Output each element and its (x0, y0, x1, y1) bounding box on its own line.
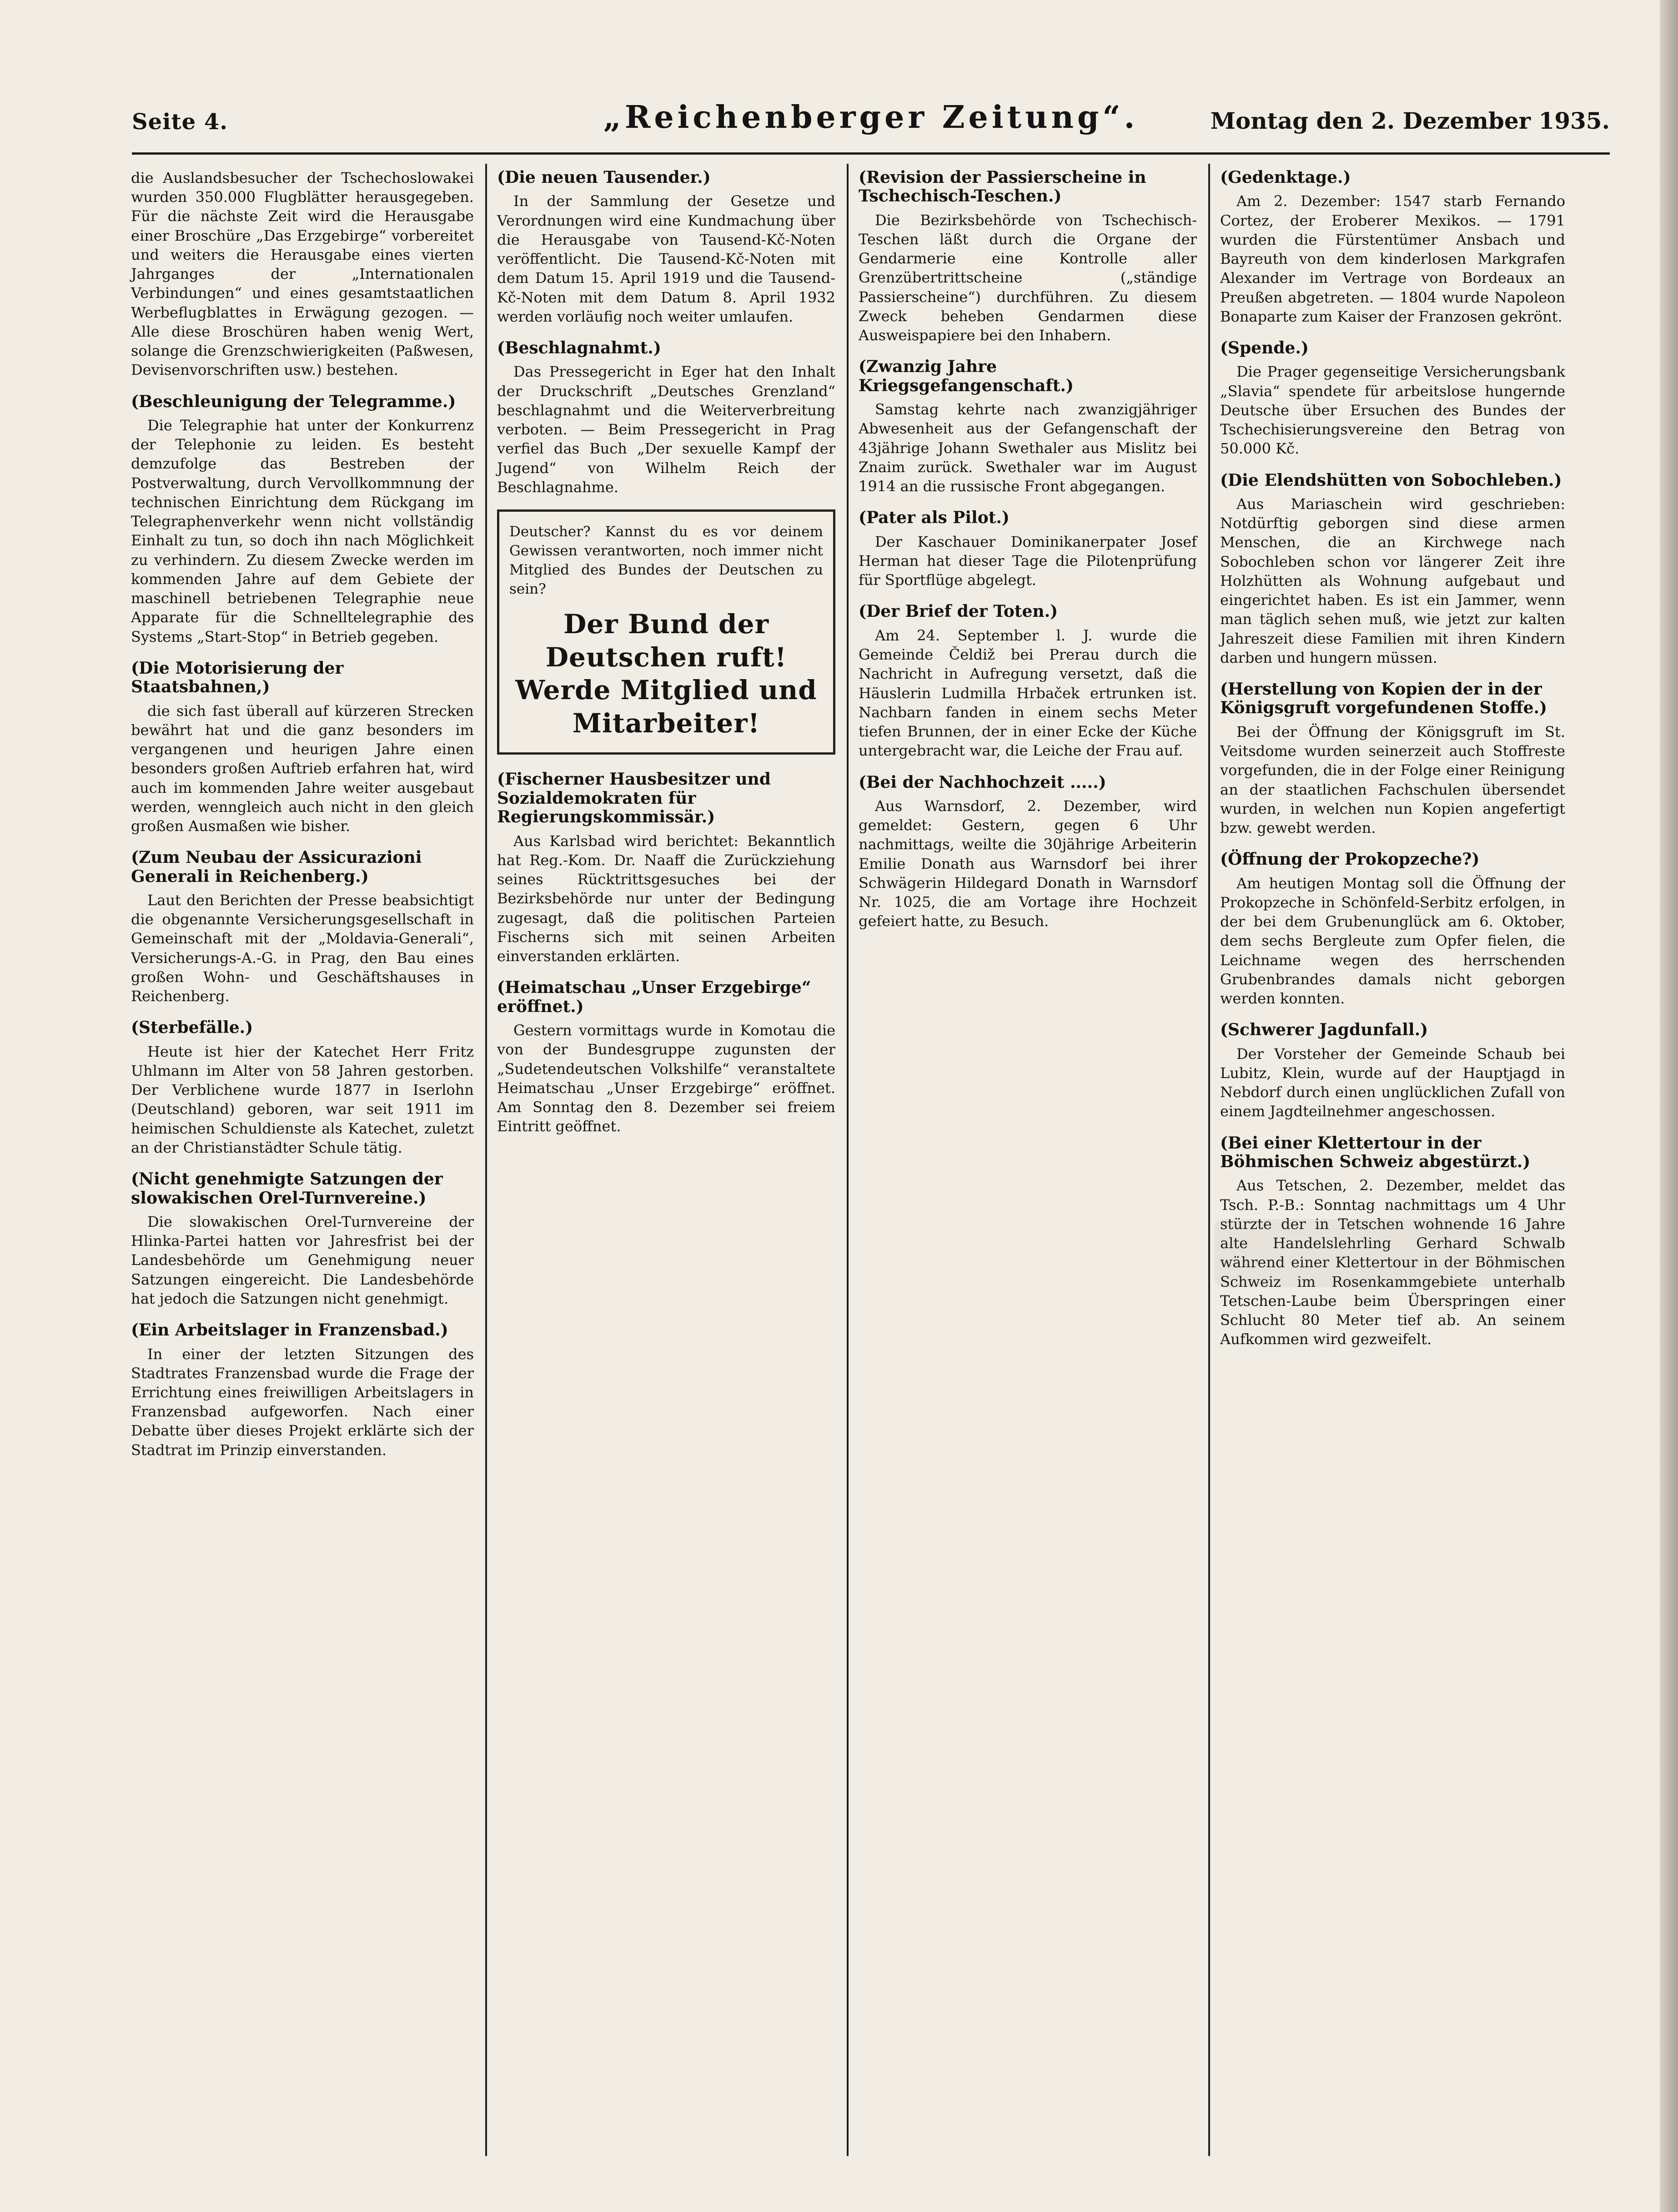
article-headline: (Zwanzig Jahre Kriegsgefangenschaft.) (859, 357, 1074, 395)
article-body: Die Prager gegenseitige Versicherungsbank „Slavia“ spendete für arbeitslose hungernde Deutsche über Ersuchen des Bundes der Tschechisierungsvereine den Betrag von 50.000 Kč. (1220, 363, 1565, 458)
article-headline: (Der Brief der Toten.) (859, 602, 1058, 621)
article-headline: (Pater als Pilot.) (859, 508, 1010, 528)
column-4 (1212, 159, 1573, 2170)
article (1220, 850, 1565, 1008)
article-headline: (Spende.) (1220, 338, 1309, 358)
article-headline: (Nicht genehmigte Satzungen der slowakischen Orel-Turnvereine.) (131, 1169, 443, 1208)
article-body: In der Sammlung der Gesetze und Verordnungen wird eine Kundmachung über die Herausgabe von Tausend-Kč-Noten veröffentlicht. Die Tausend-Kč-Noten mit dem Datum 15. April 1919 und die Tausend-Kč-Noten mit dem Datum 8. April 1932 werden vorläufig noch weiter umlaufen. (497, 192, 835, 325)
article-headline: (Ein Arbeitslager in Franzensbad.) (131, 1320, 448, 1340)
article-body: Laut den Berichten der Presse beabsichtigt die obgenannte Versicherungsgesellschaft in Gemeinschaft mit der „Moldavia-Generali“, Versicherungs-A.-G. in Prag, den Bau eines großen Wohn- und Geschäftshauses in Reichenberg. (131, 891, 474, 1005)
article (131, 659, 474, 836)
article-headline: (Beschleunigung der Telegramme.) (131, 392, 456, 411)
article-body: Samstag kehrte nach zwanzigjähriger Abwesenheit aus der Gefangenschaft der 43jährige Johann Swethaler aus Mislitz bei Znaim zurück. Swethaler war im August 1914 an die russische Front abgegangen. (859, 401, 1197, 495)
article-headline: (Gedenktage.) (1220, 168, 1351, 187)
article-headline: (Die Elendshütten von Sobochleben.) (1220, 470, 1562, 490)
article (859, 358, 1197, 496)
article (131, 1018, 474, 1157)
article-headline: (Revision der Passierscheine in Tschechisch-Teschen.) (859, 168, 1146, 206)
article-headline: (Zum Neubau der Assicurazioni Generali in Reichenberg.) (131, 848, 422, 886)
article-body: Am 24. September l. J. wurde die Gemeinde Čeldiž bei Prerau durch die Nachricht in Aufregung versetzt, daß die Häuslerin Ludmilla Hrbaček ertrunken ist. Nachbarn fanden in einem sechs Meter tiefen Brunnen, der in einer Ecke der Küche untergebracht war, die Leiche der Frau auf. (859, 626, 1197, 760)
advert-slogan-line-1: Der Bund der Deutschen ruft! (545, 609, 787, 673)
article-body: Bei der Öffnung der Königsgruft im St. Veitsdome wurden seinerzeit auch Stoffreste vorgefunden, die in der Folge einer Reinigung an der staatlichen Fachschulen übersendet wurden, in welchen nun Kopien angefertigt bzw. gewebt werden. (1220, 723, 1565, 837)
article-body: In einer der letzten Sitzungen des Stadtrates Franzensbad wurde die Frage der Errichtung eines freiwilligen Arbeitslagers in Franzensbad aufgeworfen. Nach einer Debatte über dieses Projekt erklärte sich der Stadtrat im Prinzip einverstanden. (131, 1345, 474, 1459)
article-body: Der Vorsteher der Gemeinde Schaub bei Lubitz, Klein, wurde auf der Hauptjagd in Nebdorf durch einen unglücklichen Zufall von einem Jagdteilnehmer angeschossen. (1220, 1045, 1565, 1120)
article (497, 339, 835, 497)
article (497, 770, 835, 966)
newspaper-title: „Reichenberger Zeitung“. (603, 99, 1139, 136)
article-headline: (Beschlagnahmt.) (497, 338, 661, 358)
paper-stain (1214, 1219, 1560, 1287)
article (859, 602, 1197, 760)
column-divider (847, 164, 849, 2156)
column-3 (850, 159, 1205, 2170)
article-headline: (Öffnung der Prokopzeche?) (1220, 850, 1480, 869)
article-body: Der Kaschauer Dominikanerpater Josef Herman hat dieser Tage die Pilotenprüfung für Sportflüge abgelegt. (859, 533, 1197, 589)
article (1220, 471, 1565, 668)
article-headline: (Bei der Nachhochzeit .....) (859, 772, 1106, 792)
article-headline: (Schwerer Jagdunfall.) (1220, 1020, 1428, 1040)
page-number: Seite 4. (132, 109, 228, 135)
column-2 (489, 159, 844, 2170)
issue-date: Montag den 2. Dezember 1935. (1210, 107, 1610, 134)
article-headline: (Die Motorisierung der Staatsbahnen,) (131, 658, 344, 697)
article (1220, 1021, 1565, 1121)
article (497, 168, 835, 326)
column-1 (123, 159, 482, 2170)
page-header (132, 91, 1610, 155)
advert-slogan-line-2: Werde Mitglied und Mitarbeiter! (515, 675, 817, 739)
article (1220, 680, 1565, 837)
article-body: Am 2. Dezember: 1547 starb Fernando Cortez, der Eroberer Mexikos. — 1791 wurden die Fürstentümer Ansbach und Bayreuth von dem kinderlosen Markgrafen Alexander im Vertrage von Bordeaux an Preußen abgetreten. — 1804 wurde Napoleon Bonaparte zum Kaiser der Franzosen gekrönt. (1220, 192, 1565, 325)
article-body: Aus Karlsbad wird berichtet: Bekanntlich hat Reg.-Kom. Dr. Naaff die Zurückziehung seines Rücktrittsgesuches bei der Bezirksbehörde nur unter der Bedingung zugesagt, daß die politischen Parteien Fischerns sich mit seinen Arbeiten einverstanden erklärten. (497, 832, 835, 965)
article (859, 509, 1197, 590)
article-headline: (Die neuen Tausender.) (497, 168, 711, 187)
article-body: Gestern vormittags wurde in Komotau die von der Bundesgruppe zugunsten der „Sudetendeutschen Volkshilfe“ veranstaltete Heimatschau „Unser Erzgebirge“ eröffnet. Am Sonntag den 8. Dezember sei freiem Eintritt geöffnet. (497, 1022, 835, 1135)
column-divider (485, 164, 487, 2156)
article-headline: (Bei einer Klettertour in der Böhmischen Schweiz abgestürzt.) (1220, 1133, 1531, 1172)
header-rule (132, 152, 1610, 155)
article (859, 168, 1197, 345)
article (497, 978, 835, 1136)
article-body: die Auslandsbesucher der Tschechoslowakei wurden 350.000 Flugblätter herausgegeben. Für die nächste Zeit wird die Herausgabe einer Broschüre „Das Erzgebirge“ vorbereitet und weiters die Herausgabe eines vierten Jahrganges der „Internationalen Verbindungen“ und eines gesamtstaatlichen Werbeflugblattes in Erwägung gezogen. — Alle diese Broschüren haben wenig Wert, solange die Grenzschwierigkeiten (Paßwesen, Devisenvorschriften usw.) bestehen. (131, 169, 474, 379)
article-body: Die Bezirksbehörde von Tschechisch-Teschen läßt durch die Organe der Gendarmerie eine Kontrolle aller Grenzübertrittscheine („ständige Passierscheine“) durchführen. Zu diesem Zweck beheben Gendarmen diese Ausweispapiere bei den Inhabern. (859, 211, 1197, 344)
article (1220, 339, 1565, 459)
scan-edge-shadow (1660, 0, 1678, 2212)
article (1220, 168, 1565, 326)
article-body: Aus Warnsdorf, 2. Dezember, wird gemeldet: Gestern, gegen 6 Uhr nachmittags, weilte die 30jährige Arbeiterin Emilie Donath aus Warnsdorf bei ihrer Schwägerin Hildegard Donath in Warnsdorf Nr. 1025, die am Vortage ihre Hochzeit gefeiert hatte, zu Besuch. (859, 797, 1197, 930)
article-body: Aus Mariaschein wird geschrieben: Notdürftig geborgen sind diese armen Menschen, die an Kirchwege nach Sobochleben schon vor längerer Zeit ihre Holzhütten als Wohnung aufgebaut und eingerichtet haben. Es ist ein Jammer, wenn man täglich sehen muß, wie jetzt zur kalten Jahreszeit diese Familien mit ihren Kindern darben und hungern müssen. (1220, 495, 1565, 666)
article (859, 773, 1197, 931)
article (131, 168, 474, 380)
article-headline: (Herstellung von Kopien der in der Königsgruft vorgefundenen Stoffe.) (1220, 680, 1547, 718)
article (131, 1321, 474, 1460)
article-body: Heute ist hier der Katechet Herr Fritz Uhlmann im Alter von 58 Jahren gestorben. Der Verblichene wurde 1877 in Iserlohn (Deutschland) geboren, war seit 1911 im heimischen Schuldienste als Katechet, zuletzt an der Christianstädter Schule tätig. (131, 1043, 474, 1156)
article (131, 848, 474, 1006)
bund-der-deutschen-advert (497, 509, 835, 755)
article-body: Aus Tetschen, 2. Dezember, meldet das Tsch. P.-B.: Sonntag nachmittags um 4 Uhr stürzte der in Tetschen wohnende 16 Jahre alte Handelslehrling Gerhard Schwalb während einer Klettertour in der Böhmischen Schweiz im Rosenkammgebiete unterhalb Tetschen-Laube beim Überspringen einer Schlucht 80 Meter tief ab. An seinem Aufkommen wird gezweifelt. (1220, 1177, 1565, 1348)
article-body: Am heutigen Montag soll die Öffnung der Prokopzeche in Schönfeld-Serbitz erfolgen, in der bei dem Grubenunglück am 6. Oktober, dem sechs Bergleute zum Opfer fielen, die Leichname wegen des herrschenden Grubenbrandes damals nicht geborgen werden konnten. (1220, 874, 1565, 1008)
article (131, 1170, 474, 1308)
article (131, 393, 474, 646)
column-divider (1208, 164, 1210, 2156)
article-body: die sich fast überall auf kürzeren Strecken bewährt hat und die ganz besonders im vergangenen und heurigen Jahre einen besonders großen Auftrieb erfahren hat, wird auch im kommenden Jahre weiter ausgebaut werden, wenngleich auch nicht in den gleich großen Ausmaßen wie bisher. (131, 702, 474, 835)
article-body: Die slowakischen Orel-Turnvereine der Hlinka-Partei hatten vor Jahresfrist bei der Landesbehörde um Genehmigung neuer Satzungen eingereicht. Die Landesbehörde hat jedoch die Satzungen nicht genehmigt. (131, 1213, 474, 1307)
article-headline: (Sterbefälle.) (131, 1018, 253, 1038)
article-headline: (Fischerner Hausbesitzer und Sozialdemokraten für Regierungskommissär.) (497, 770, 771, 827)
article-body: Das Pressegericht in Eger hat den Inhalt der Druckschrift „Deutsches Grenzland“ beschlagnahmt und die Weiterverbreitung verboten. — Beim Pressegericht in Prag verfiel das Buch „Der sexuelle Kampf der Jugend“ von Wilhelm Reich der Beschlagnahme. (497, 363, 835, 496)
advert-question: Deutscher? Kannst du es vor deinem Gewissen verantworten, noch immer nicht Mitglied des Bundes der Deutschen zu sein? (509, 524, 823, 597)
article-headline: (Heimatschau „Unser Erzgebirge“ eröffnet.) (497, 978, 811, 1016)
article-body: Die Telegraphie hat unter der Konkurrenz der Telephonie zu leiden. Es besteht demzufolge das Bestreben der Postverwaltung, durch Vervollkommnung der technischen Einrichtung dem Rückgang im Telegraphenverkehr wenn nicht vollständig Einhalt zu tun, so doch ihn nach Möglichkeit zu verhindern. Zu diesem Zwecke werden im kommenden Jahre auf dem Gebiete der maschinell betriebenen Telegraphie neue Apparate für die Schnelltelegraphie des Systems „Start-Stop“ in Betrieb gegeben. (131, 416, 474, 645)
